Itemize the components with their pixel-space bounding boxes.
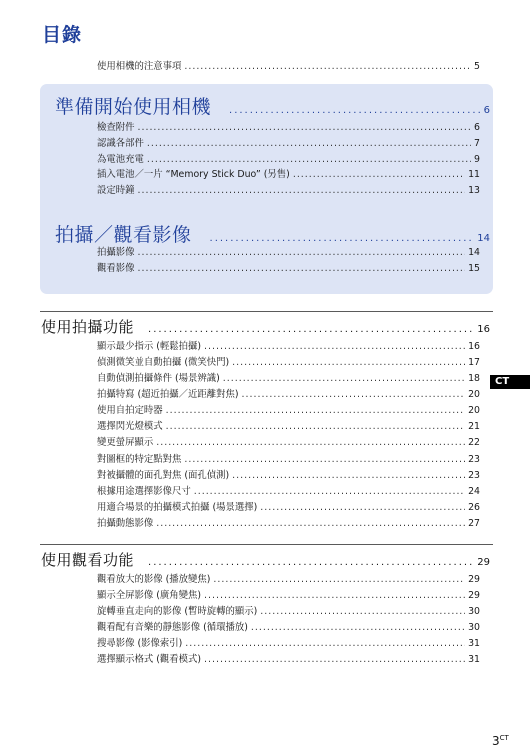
toc-entry-label: 對被攝體的面孔對焦 (面孔偵測): [97, 470, 230, 481]
toc-entry[interactable]: [97, 573, 480, 586]
dot-leader: [147, 153, 471, 166]
dot-leader: [138, 262, 466, 275]
toc-entry-label: 使用自拍定時器: [97, 405, 163, 416]
dot-leader: [204, 340, 465, 353]
dot-leader: [184, 453, 465, 466]
toc-entry-label: 顯示全屏影像 (廣角變焦): [97, 590, 202, 601]
toc-entry-page: 21: [468, 421, 480, 432]
dot-leader: [138, 246, 466, 259]
dot-leader: [242, 388, 466, 401]
toc-entry-page: 24: [468, 486, 480, 497]
page-title: 目錄: [42, 24, 83, 46]
dot-leader: [184, 60, 471, 73]
dot-leader: [293, 168, 465, 181]
toc-entry-label: 觀看影像: [97, 263, 135, 274]
toc-entry[interactable]: [97, 137, 480, 150]
section-divider: [40, 311, 493, 312]
section-heading-page: 14: [477, 233, 490, 244]
dot-leader: [251, 621, 465, 634]
toc-entry-label: 用適合場景的拍攝模式拍攝 (場景選擇): [97, 502, 258, 513]
toc-entry[interactable]: [97, 184, 480, 197]
toc-entry[interactable]: [97, 420, 480, 433]
toc-entry-page: 27: [468, 518, 480, 529]
toc-entry[interactable]: [97, 517, 480, 530]
toc-entry-label: 檢查附件: [97, 122, 135, 133]
toc-entry-page: 22: [468, 437, 480, 448]
toc-entry-page: 16: [468, 341, 480, 352]
dot-leader: [260, 605, 465, 618]
dot-leader: [148, 324, 473, 335]
toc-entry[interactable]: [97, 637, 480, 650]
toc-entry-label: 觀看配有音樂的靜態影像 (循環播放): [97, 622, 248, 633]
section-heading-shooting-viewing[interactable]: [55, 220, 490, 247]
toc-entry-label: 為電池充電: [97, 154, 144, 165]
toc-entry-page: 23: [468, 454, 480, 465]
toc-entry[interactable]: [97, 153, 480, 166]
page-number: [492, 734, 509, 748]
toc-entry-label: 根據用途選擇影像尺寸: [97, 486, 191, 497]
section-heading-label: 使用觀看功能: [41, 551, 135, 569]
dot-leader: [194, 485, 465, 498]
toc-entry-label: 觀看放大的影像 (播放變焦): [97, 574, 211, 585]
toc-entry-page: 9: [474, 154, 480, 165]
toc-entry[interactable]: [97, 501, 480, 514]
toc-entry[interactable]: [97, 653, 480, 666]
toc-entry-page: 13: [468, 185, 480, 196]
toc-entry[interactable]: [97, 469, 480, 482]
toc-entry-page: 6: [474, 122, 480, 133]
dot-leader: [204, 653, 465, 666]
toc-entry-page: 29: [468, 574, 480, 585]
section-heading-page: 16: [477, 324, 490, 335]
toc-entry-label: 插入電池／一片 “Memory Stick Duo” (另售): [97, 169, 290, 180]
toc-entry-page: 29: [468, 590, 480, 601]
toc-entry-label: 選擇閃光燈模式: [97, 421, 163, 432]
toc-entry[interactable]: [97, 388, 480, 401]
toc-entry[interactable]: [97, 372, 480, 385]
dot-leader: [166, 420, 465, 433]
toc-entry[interactable]: [97, 168, 480, 181]
dot-leader: [156, 517, 465, 530]
dot-leader: [229, 105, 480, 116]
toc-entry-label: 旋轉垂直走向的影像 (暫時旋轉的顯示): [97, 606, 258, 617]
dot-leader: [156, 436, 465, 449]
toc-entry-page: 30: [468, 622, 480, 633]
section-heading-viewing-functions[interactable]: [41, 549, 490, 570]
toc-entry-page: 17: [468, 357, 480, 368]
language-tab: CT: [490, 375, 530, 389]
section-heading-label: 使用拍攝功能: [41, 318, 135, 336]
toc-entry-page: 31: [468, 654, 480, 665]
toc-entry-label: 使用相機的注意事項: [97, 61, 182, 72]
dot-leader: [232, 469, 465, 482]
toc-entry-label: 設定時鐘: [97, 185, 135, 196]
dot-leader: [210, 233, 474, 244]
section-heading-label: 準備開始使用相機: [55, 96, 212, 118]
section-divider: [40, 544, 493, 545]
toc-entry-page: 31: [468, 638, 480, 649]
section-heading-page: 6: [483, 105, 490, 116]
toc-entry[interactable]: [97, 589, 480, 602]
dot-leader: [166, 404, 465, 417]
toc-entry-label: 變更螢屏顯示: [97, 437, 154, 448]
toc-entry-page: 15: [468, 263, 480, 274]
toc-entry-label: 顯示最少指示 (輕鬆拍攝): [97, 341, 202, 352]
toc-entry[interactable]: [97, 404, 480, 417]
dot-leader: [185, 637, 465, 650]
section-heading-page: 29: [477, 557, 490, 568]
section-heading-shooting-functions[interactable]: [41, 316, 490, 337]
dot-leader: [213, 573, 465, 586]
toc-entry[interactable]: [97, 121, 480, 134]
section-heading-label: 拍攝／觀看影像: [55, 224, 192, 246]
toc-entry-label: 自動偵測拍攝條件 (場景辨識): [97, 373, 220, 384]
toc-entry-label: 對圖框的特定點對焦: [97, 454, 182, 465]
toc-entry[interactable]: [97, 605, 480, 618]
page-number-suffix: CT: [499, 734, 509, 742]
dot-leader: [204, 589, 465, 602]
toc-entry-precautions[interactable]: [97, 60, 480, 73]
toc-entry[interactable]: [97, 356, 480, 369]
toc-entry[interactable]: [97, 453, 480, 466]
toc-entry[interactable]: [97, 485, 480, 498]
toc-entry-page: 26: [468, 502, 480, 513]
dot-leader: [148, 557, 473, 568]
toc-entry[interactable]: [97, 436, 480, 449]
toc-entry-page: 20: [468, 389, 480, 400]
toc-entry-label: 搜尋影像 (影像索引): [97, 638, 183, 649]
page-number-value: 3: [492, 734, 500, 748]
toc-entry-label: 選擇顯示格式 (觀看模式): [97, 654, 202, 665]
toc-entry-page: 30: [468, 606, 480, 617]
toc-entry-label: 偵測微笑並自動拍攝 (微笑快門): [97, 357, 230, 368]
dot-leader: [223, 372, 465, 385]
toc-entry-page: 5: [474, 61, 480, 72]
toc-entry[interactable]: [97, 340, 480, 353]
toc-entry-page: 20: [468, 405, 480, 416]
dot-leader: [138, 184, 466, 197]
toc-entry-page: 18: [468, 373, 480, 384]
toc-entry-page: 23: [468, 470, 480, 481]
toc-entry-page: 7: [474, 138, 480, 149]
dot-leader: [260, 501, 465, 514]
toc-entry-label: 認識各部件: [97, 138, 144, 149]
toc-entry-label: 拍攝特寫 (超近拍攝／近距離對焦): [97, 389, 239, 400]
toc-entry-page: 11: [468, 169, 480, 180]
section-heading-getting-started[interactable]: [55, 92, 490, 119]
dot-leader: [147, 137, 471, 150]
toc-entry-label: 拍攝動態影像: [97, 518, 154, 529]
dot-leader: [138, 121, 472, 134]
toc-entry[interactable]: [97, 621, 480, 634]
toc-entry[interactable]: [97, 246, 480, 259]
toc-entry[interactable]: [97, 262, 480, 275]
dot-leader: [232, 356, 465, 369]
toc-entry-label: 拍攝影像: [97, 247, 135, 258]
toc-entry-page: 14: [468, 247, 480, 258]
